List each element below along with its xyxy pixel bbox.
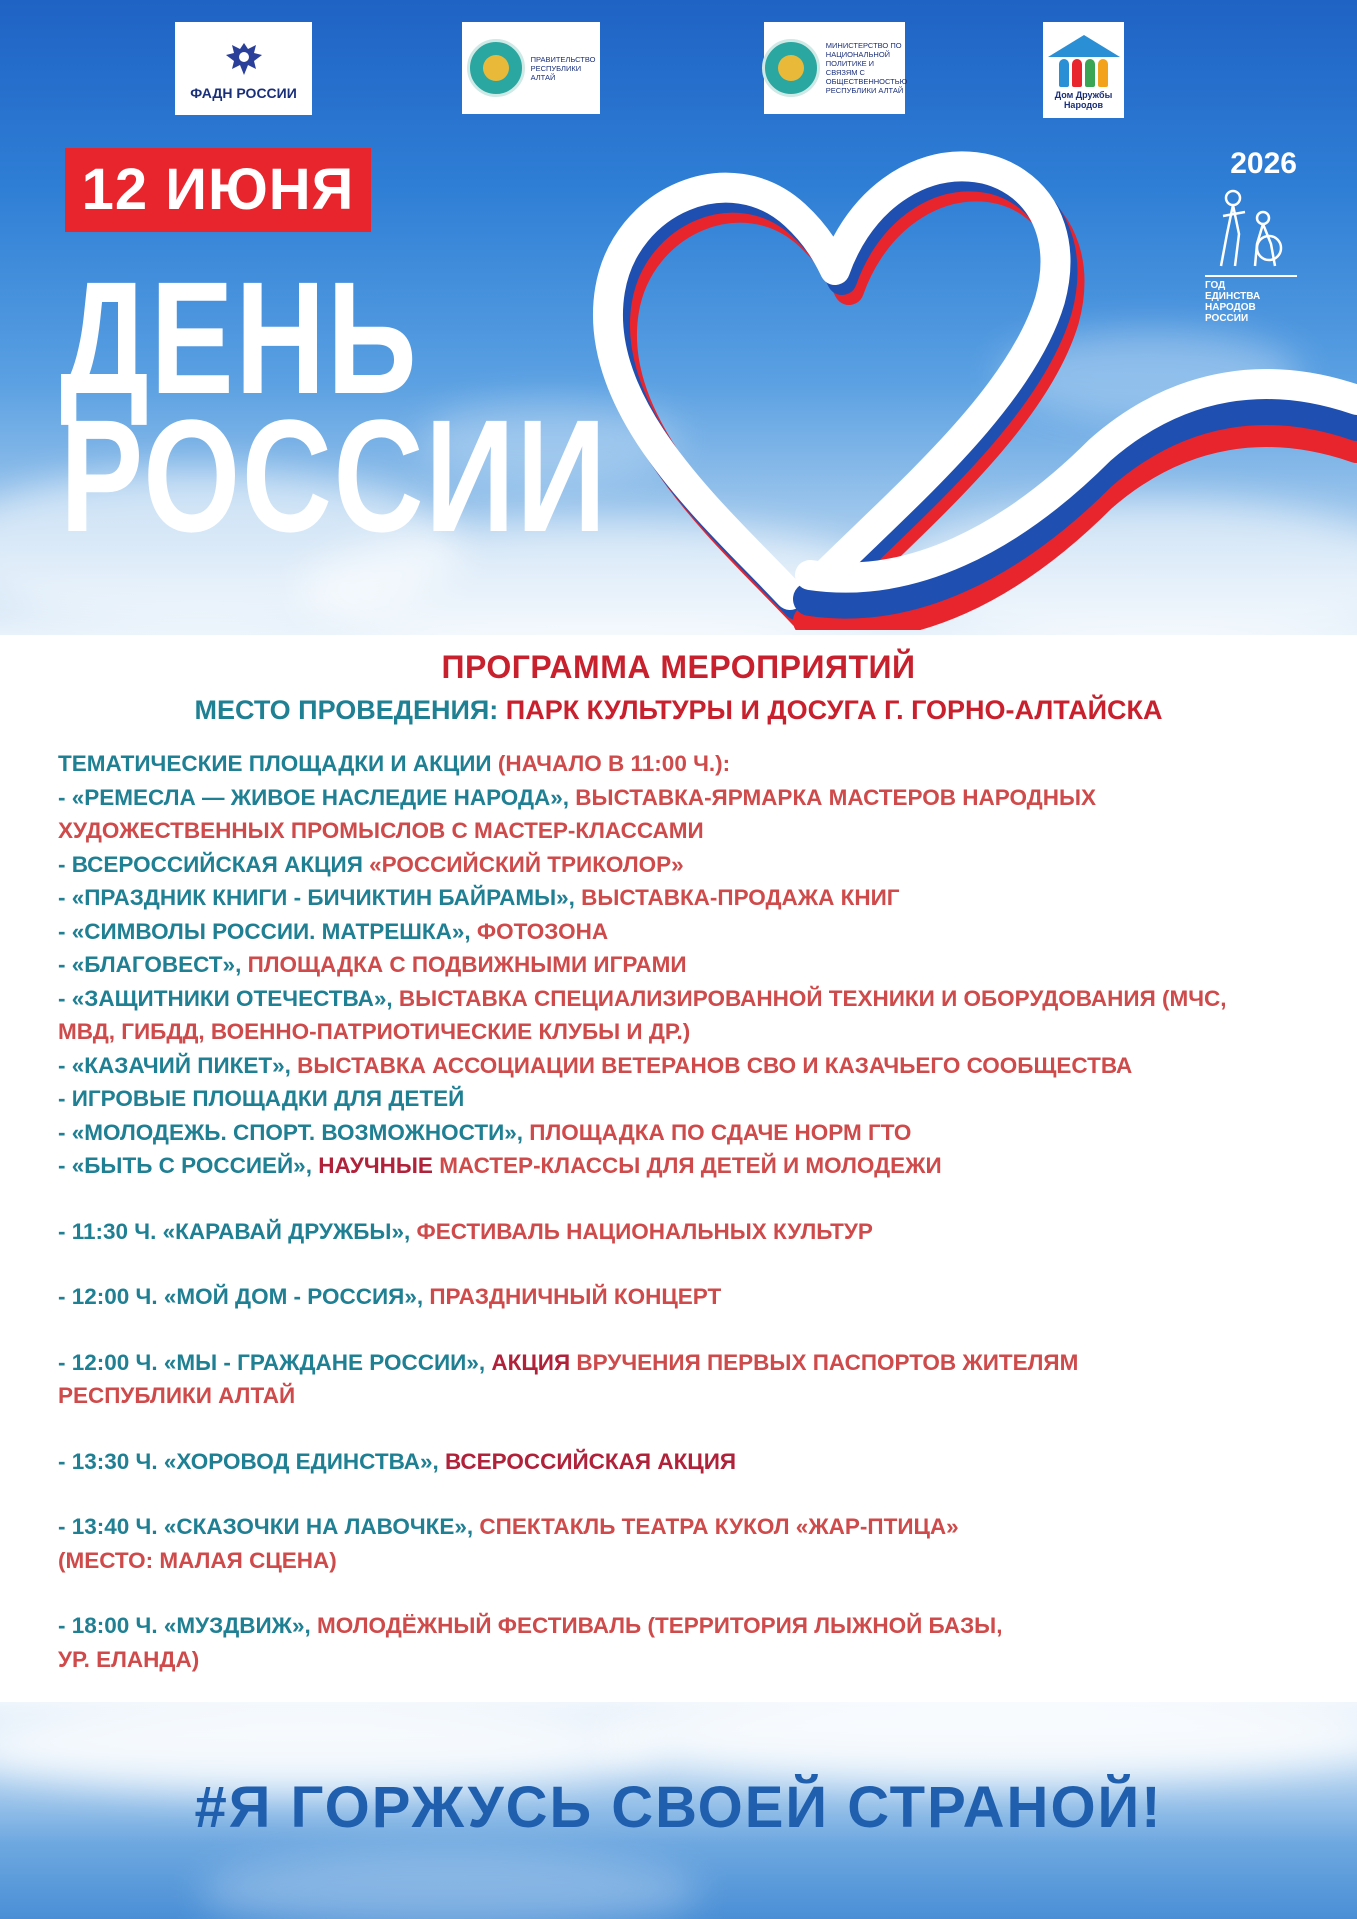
program-item (58, 814, 1328, 848)
program-item (58, 948, 1328, 982)
program-item-text: ВЫСТАВКА-ЯРМАРКА МАСТЕРОВ НАРОДНЫХ (575, 784, 1096, 810)
fadn-logo-text: ФАДН РОССИИ (190, 84, 297, 101)
venue-value: ПАРК КУЛЬТУРЫ И ДОСУГА Г. ГОРНО-АЛТАЙСКА (498, 695, 1163, 725)
program-item-text: РЕСПУБЛИКИ АЛТАЙ (58, 1383, 296, 1408)
title-line-1: ДЕНЬ (60, 248, 419, 427)
program-item (58, 1149, 1328, 1183)
program-item-text: - «БЛАГОВЕСТ», (58, 952, 248, 977)
program-item (58, 1015, 1328, 1049)
program-item-text: (НАЧАЛО В 11:00 Ч.): (497, 751, 731, 776)
footer-sky (0, 1702, 1357, 1919)
program-item-text: СПЕКТАКЛЬ ТЕАТРА КУКОЛ «ЖАР-ПТИЦА» (479, 1514, 959, 1539)
program-item-text: (МЕСТО: МАЛАЯ СЦЕНА) (58, 1547, 337, 1573)
program-item-text: - «МОЛОДЕЖЬ. СПОРТ. ВОЗМОЖНОСТИ», (58, 1119, 530, 1145)
program-item-text: ВСЕРОССИЙСКАЯ АКЦИЯ (444, 1448, 737, 1474)
program-item-text: - 18:00 Ч. «МУЗДВИЖ», (58, 1613, 318, 1638)
program-item-text: - «ЗАЩИТНИКИ ОТЕЧЕСТВА», (58, 985, 399, 1011)
program-item (58, 848, 1328, 882)
altai-emblem-icon (762, 39, 820, 97)
program-item-text: МВД, ГИБДД, ВОЕННО-ПАТРИОТИЧЕСКИЕ КЛУБЫ И ДР.) (58, 1019, 691, 1044)
program-item-text: - 12:00 Ч. «МОЙ ДОМ - РОССИЯ», (58, 1284, 430, 1309)
program-item-text: ПРАЗДНИЧНЫЙ КОНЦЕРТ (429, 1284, 722, 1309)
government-logo (462, 22, 600, 114)
program-item-text: - ВСЕРОССИЙСКАЯ АКЦИЯ (58, 851, 370, 877)
program-item-text: - «КАЗАЧИЙ ПИКЕТ», (58, 1052, 298, 1078)
program-item-text: МОЛОДЁЖНЫЙ ФЕСТИВАЛЬ (ТЕРРИТОРИЯ ЛЫЖНОЙ БАЗЫ, (317, 1613, 1003, 1638)
program-item (58, 1280, 1328, 1314)
program-item-text: ВЫСТАВКА СПЕЦИАЛИЗИРОВАННОЙ ТЕХНИКИ И ОБОРУДОВАНИЯ (МЧС, (398, 985, 1227, 1011)
fadn-logo (175, 22, 312, 115)
program-item-text: - ИГРОВЫЕ ПЛОЩАДКИ ДЛЯ ДЕТЕЙ (58, 1086, 465, 1111)
program-item-text: ПЛОЩАДКА С ПОДВИЖНЫМИ ИГРАМИ (247, 952, 687, 977)
program-item-text: - «РЕМЕСЛА — ЖИВОЕ НАСЛЕДИЕ НАРОДА», (58, 784, 576, 810)
program-item-text: - «СИМВОЛЫ РОССИИ. МАТРЕШКА», (58, 918, 477, 944)
dom-druzhby-text: Дом Дружбы Народов (1054, 89, 1113, 110)
program-item (58, 1609, 1328, 1643)
program-item (58, 781, 1328, 815)
program-item (58, 1445, 1328, 1479)
year-number: 2026 (1230, 147, 1297, 180)
program-title: ПРОГРАММА МЕРОПРИЯТИЙ (441, 649, 916, 685)
year-of-unity-badge (1205, 147, 1297, 324)
program-item-text: ТЕМАТИЧЕСКИЕ ПЛОЩАДКИ И АКЦИИ (58, 751, 498, 776)
program-item-text: НАУЧНЫЕ (318, 1153, 440, 1178)
government-logo-text: ПРАВИТЕЛЬСТВО РЕСПУБЛИКИ АЛТАЙ (530, 54, 596, 82)
program-item-text: ВЫСТАВКА-ПРОДАЖА КНИГ (581, 885, 900, 910)
eagle-emblem-icon (222, 37, 266, 81)
program-item-text: ФЕСТИВАЛЬ НАЦИОНАЛЬНЫХ КУЛЬТУР (416, 1218, 873, 1244)
program-item (58, 1116, 1328, 1150)
program-item-text: - 12:00 Ч. «МЫ - ГРАЖДАНЕ РОССИИ», (58, 1349, 492, 1375)
program-list (58, 747, 1328, 1676)
house-roof-icon (1048, 35, 1120, 57)
program-item-text: «РОССИЙСКИЙ ТРИКОЛОР» (369, 851, 684, 877)
header-sky (0, 0, 1357, 635)
program-item-text: МАСТЕР-КЛАССЫ ДЛЯ ДЕТЕЙ И МОЛОДЕЖИ (439, 1153, 942, 1178)
program-item (58, 915, 1328, 949)
program-item (58, 1510, 1328, 1544)
altai-emblem-icon (467, 39, 525, 97)
program-item-text: - «ПРАЗДНИК КНИГИ - БИЧИКТИН БАЙРАМЫ», (58, 885, 582, 910)
program-item-text: УР. ЕЛАНДА) (58, 1646, 200, 1672)
list-gap (58, 1314, 1328, 1346)
program-item (58, 982, 1328, 1016)
program-item-text: - «БЫТЬ С РОССИЕЙ», (58, 1153, 319, 1178)
program-item (58, 747, 1328, 781)
program-item (58, 1215, 1328, 1249)
program-item-text: АКЦИЯ (491, 1349, 577, 1375)
program-item (58, 1082, 1328, 1116)
program-section (0, 635, 1357, 1702)
program-item-text: ВРУЧЕНИЯ ПЕРВЫХ ПАСПОРТОВ ЖИТЕЛЯМ (576, 1349, 1079, 1375)
date-badge: 12 ИЮНЯ (65, 148, 371, 232)
program-item-text: - 13:40 Ч. «СКАЗОЧКИ НА ЛАВОЧКЕ», (58, 1514, 480, 1539)
program-item-text: ХУДОЖЕСТВЕННЫХ ПРОМЫСЛОВ С МАСТЕР-КЛАССАМИ (58, 818, 704, 843)
ministry-logo (764, 22, 908, 114)
program-item (58, 881, 1328, 915)
program-item-text: - 11:30 Ч. «КАРАВАЙ ДРУЖБЫ», (58, 1218, 417, 1244)
dom-druzhby-logo (1043, 22, 1124, 118)
program-item-text: ВЫСТАВКА АССОЦИАЦИИ ВЕТЕРАНОВ СВО И КАЗАЧЬЕГО СООБЩЕСТВА (297, 1052, 1133, 1078)
hashtag-slogan: #Я ГОРЖУСЬ СВОЕЙ СТРАНОЙ! (194, 1775, 1163, 1840)
program-item (58, 1643, 1328, 1677)
program-item-text: - 13:30 Ч. «ХОРОВОД ЕДИНСТВА», (58, 1448, 445, 1474)
ministry-logo-text: МИНИСТЕРСТВО ПО НАЦИОНАЛЬНОЙ ПОЛИТИКЕ И СВЯЗЯМ С ОБЩЕСТВЕННОСТЬЮ РЕСПУБЛИКИ АЛТАЙ (825, 41, 908, 95)
program-item (58, 1049, 1328, 1083)
title-line-2: РОССИИ (60, 386, 608, 565)
monument-figures-icon (1205, 184, 1291, 268)
list-gap (58, 1478, 1328, 1510)
venue-line (0, 695, 1357, 726)
list-gap (58, 1183, 1328, 1215)
program-item (58, 1346, 1328, 1380)
venue-label: МЕСТО ПРОВЕДЕНИЯ: (194, 695, 499, 725)
program-item-text: ПЛОЩАДКА ПО СДАЧЕ НОРМ ГТО (529, 1119, 912, 1145)
list-gap (58, 1413, 1328, 1445)
list-gap (58, 1577, 1328, 1609)
program-item (58, 1544, 1328, 1578)
year-of-unity-text: ГОД ЕДИНСТВА НАРОДОВ РОССИИ (1205, 275, 1297, 324)
program-item-text: ФОТОЗОНА (476, 918, 609, 944)
program-item (58, 1379, 1328, 1413)
people-icon (1059, 59, 1108, 87)
list-gap (58, 1248, 1328, 1280)
